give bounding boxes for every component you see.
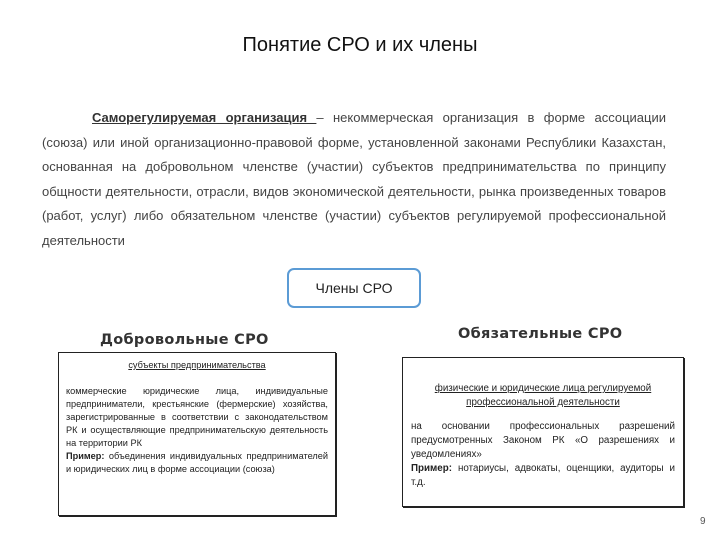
definition-term: Саморегулируемая организация bbox=[92, 110, 317, 125]
voluntary-heading: Добровольные СРО bbox=[100, 332, 269, 348]
definition-paragraph bbox=[42, 106, 666, 254]
mandatory-body: на основании профессиональных разрешений предусмотренных Законом РК «О разрешениях и уведомлениях» bbox=[411, 421, 675, 460]
mandatory-example-label: Пример: bbox=[411, 463, 452, 474]
voluntary-example-label: Пример: bbox=[66, 451, 105, 461]
voluntary-panel bbox=[58, 352, 336, 516]
mandatory-subtitle: физические и юридические лица регулируемой профессиональной деятельности bbox=[434, 383, 652, 408]
page-number: 9 bbox=[700, 516, 706, 527]
members-box: Члены СРО bbox=[287, 268, 421, 308]
slide-title: Понятие СРО и их члены bbox=[242, 34, 478, 56]
mandatory-example bbox=[411, 462, 675, 490]
mandatory-example-text: нотариусы, адвокаты, оценщики, аудиторы и т.д. bbox=[411, 463, 675, 488]
voluntary-example-text: объединения индивидуальных предпринимателей и юридических лиц в форме ассоциации (союза) bbox=[66, 451, 328, 474]
mandatory-panel bbox=[402, 357, 684, 507]
voluntary-example bbox=[66, 450, 328, 476]
voluntary-body: коммерческие юридические лица, индивидуальные предприниматели, крестьянские (фермерские) хозяйства, зарегистрированные в соответствии с законодательством РК и осуществляющие предпринимательскую деятельность на территории РК bbox=[66, 386, 328, 448]
voluntary-subtitle: субъекты предпринимательства bbox=[128, 360, 266, 370]
definition-text: – некоммерческая организация в форме ассоциации (союза) или иной организационно-правовой форме, установленной законами Республики Казахстан, основанная на добровольном членстве (участии) субъектов предпринимательства по принципу общности деятельности, отрасли, видов экономической деятельности, рынка произведенных товаров (работ, услуг) либо обязательном членстве (участии) субъектов регулируемой профессиональной деятельности bbox=[42, 110, 667, 248]
mandatory-heading: Обязательные СРО bbox=[458, 326, 623, 342]
